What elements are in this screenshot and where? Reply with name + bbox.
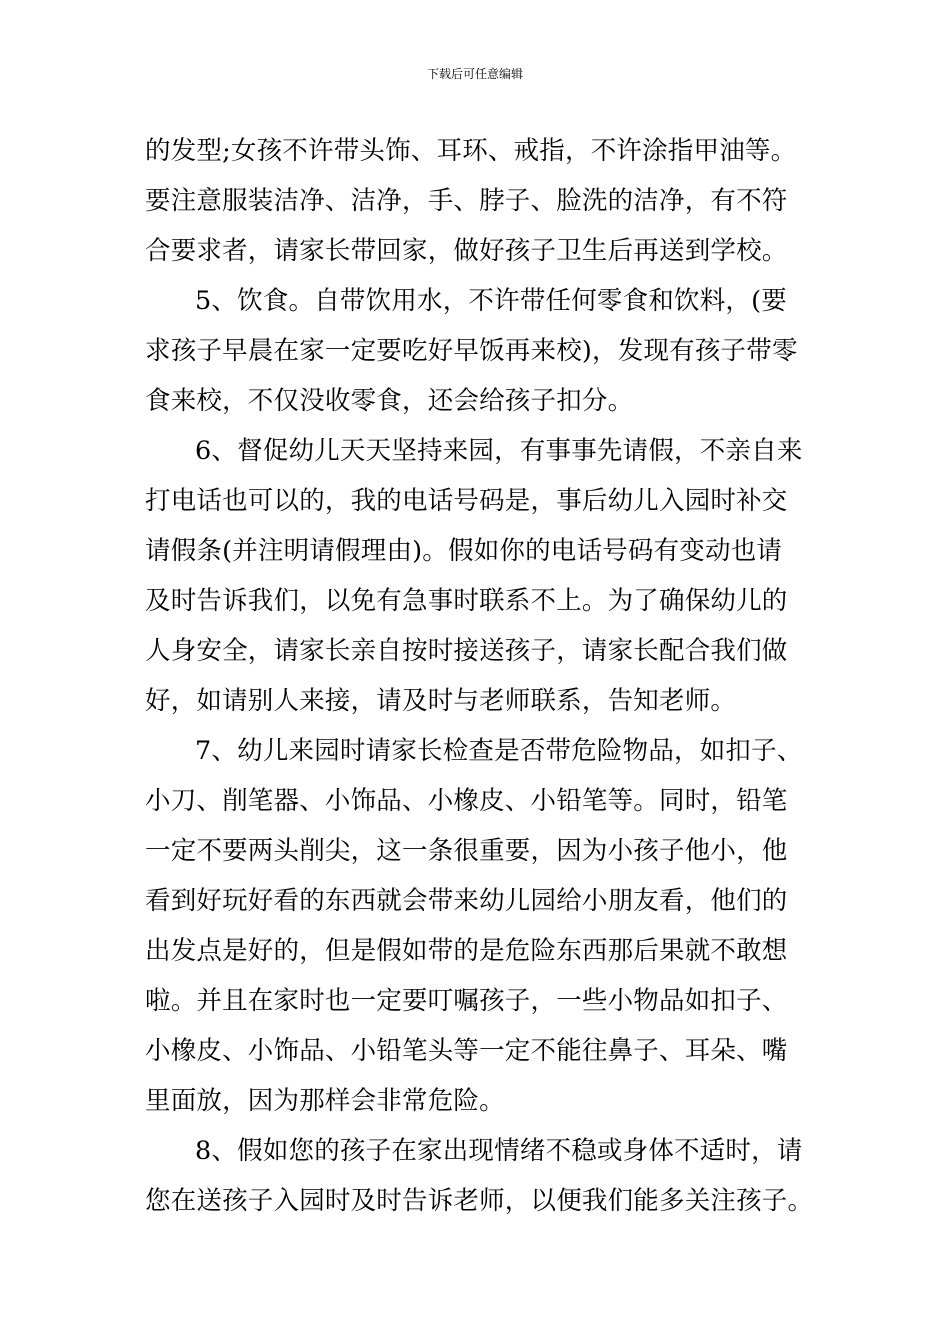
text-line: 合要求者，请家长带回家，做好孩子卫生后再送到学校。: [145, 236, 788, 266]
text-line: 一定不要两头削尖，这一条很重要，因为小孩子他小，他: [145, 836, 788, 866]
text-line: 食来校，不仅没收零食，还会给孩子扣分。: [145, 386, 634, 416]
text-line: 里面放，因为那样会非常危险。: [145, 1086, 505, 1116]
text-line: 出发点是好的，但是假如带的是危险东西那后果就不敢想: [145, 936, 788, 966]
text-line: 您在送孩子入园时及时告诉老师，以便我们能多关注孩子。: [145, 1186, 814, 1216]
text-line: 的发型;女孩不许带头饰、耳环、戒指，不许涂指甲油等。: [145, 136, 797, 166]
text-line: 看到好玩好看的东西就会带来幼儿园给小朋友看，他们的: [145, 886, 788, 916]
text-line: 小橡皮、小饰品、小铅笔头等一定不能往鼻子、耳朵、嘴: [145, 1036, 788, 1066]
paragraph-6-start: 6、督促幼儿天天坚持来园，有事事先请假，不亲自来: [195, 436, 803, 466]
page-header: 下载后可任意编辑: [426, 67, 523, 81]
text-line: 小刀、削笔器、小饰品、小橡皮、小铅笔等。同时，铅笔: [145, 786, 788, 816]
paragraph-7-start: 7、幼儿来园时请家长检查是否带危险物品，如扣子、: [195, 736, 803, 766]
text-line: 要注意服装洁净、洁净，手、脖子、脸洗的洁净，有不符: [145, 186, 788, 216]
paragraph-5-start: 5、饮食。自带饮用水，不许带任何零食和饮料，(要: [195, 286, 787, 316]
text-line: 求孩子早晨在家一定要吃好早饭再来校)，发现有孩子带零: [145, 336, 798, 366]
text-line: 请假条(并注明请假理由)。假如你的电话号码有变动也请: [145, 536, 783, 566]
text-line: 啦。并且在家时也一定要叮嘱孩子，一些小物品如扣子、: [145, 986, 788, 1016]
text-line: 好，如请别人来接，请及时与老师联系，告知老师。: [145, 686, 737, 716]
text-line: 人身安全，请家长亲自按时接送孩子，请家长配合我们做: [145, 636, 788, 666]
document-body: [145, 126, 814, 1226]
text-line: 及时告诉我们，以免有急事时联系不上。为了确保幼儿的: [145, 586, 788, 616]
text-line: 打电话也可以的，我的电话号码是，事后幼儿入园时补交: [145, 486, 788, 516]
paragraph-8-start: 8、假如您的孩子在家出现情绪不稳或身体不适时，请: [195, 1136, 803, 1166]
